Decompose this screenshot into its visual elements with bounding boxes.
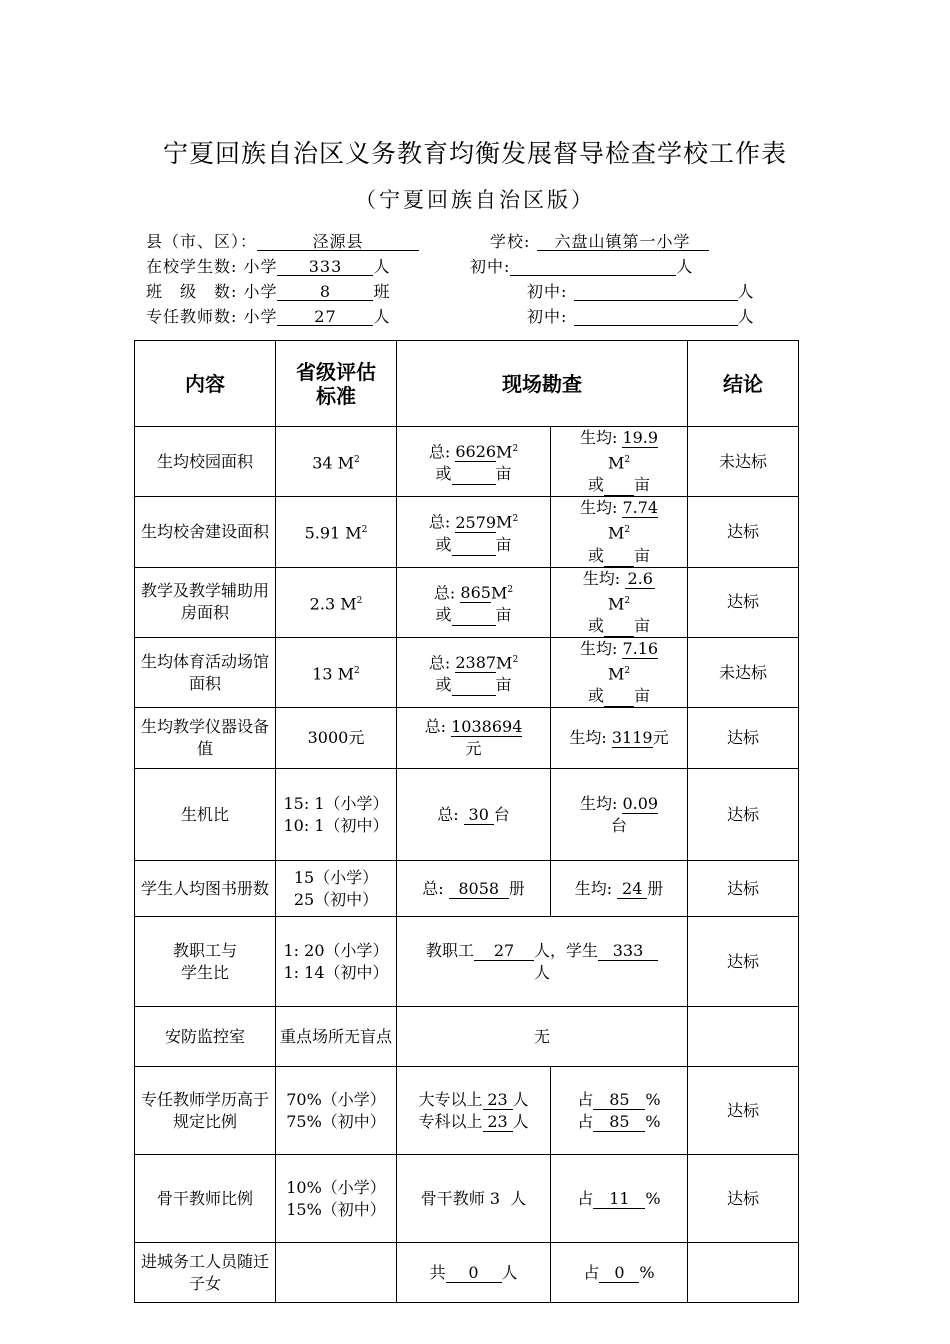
total-cell: 总: $2387M^2$ 或 亩: [397, 637, 551, 707]
teachers-unit: 人: [373, 307, 391, 326]
item-cell: 教学及教学辅助用房面积: [135, 567, 276, 637]
table-header-row: [135, 341, 799, 427]
teachers-label: 专任教师数: 小学: [146, 307, 278, 326]
conclusion-cell: 未达标: [688, 427, 799, 497]
table-row: [135, 917, 799, 1007]
classes-junior: [527, 279, 755, 302]
total-value: 8058: [449, 880, 509, 899]
page-subtitle: （宁夏回族自治区版）: [355, 188, 595, 212]
total-cell: 总: $865M^2$ 或 亩: [397, 567, 551, 637]
total-cell: 总: 8058 册: [397, 861, 551, 917]
header-survey: 现场勘查: [397, 341, 688, 427]
conclusion-cell: 达标: [688, 1067, 799, 1155]
item-cell: 专任教师学历高于规定比例: [135, 1067, 276, 1155]
per-cell: 生均: 7.16 $M^2$ 或 亩: [551, 637, 688, 707]
per-value: 7.74: [622, 498, 659, 518]
pct1-value: 85: [593, 1091, 645, 1110]
count-value: 3: [489, 1188, 501, 1208]
item-cell: 学生人均图书册数: [135, 861, 276, 917]
pct-cell: 占 85 % 占 85 %: [551, 1067, 688, 1155]
classes-label: 班 级 数: 小学: [146, 282, 278, 301]
total-value: 865: [460, 582, 491, 602]
standard-cell: 1: 20（小学） 1: 14（初中）: [276, 917, 397, 1007]
survey-cell: 共 0 人: [397, 1243, 551, 1303]
item-cell: 生均体育活动场馆面积: [135, 637, 276, 707]
pct2-value: 85: [593, 1113, 645, 1132]
total-value: 2579: [455, 512, 497, 532]
county-value: 泾源县: [257, 233, 419, 251]
total-cell: 总: $6626M^2$ 或 亩: [397, 427, 551, 497]
header-content: 内容: [135, 341, 276, 427]
standard-cell: 70%（小学） 75%（初中）: [276, 1067, 397, 1155]
students-unit: 人: [373, 257, 391, 276]
header-conclusion: 结论: [688, 341, 799, 427]
standard-cell: 重点场所无盲点: [276, 1007, 397, 1067]
standard-cell: 5.91 $M^2$: [276, 497, 397, 567]
per-value: 0.09: [622, 793, 659, 813]
pct-cell: 占 11 %: [551, 1155, 688, 1243]
table-row: [135, 1155, 799, 1243]
item-cell: 进城务工人员随迁子女: [135, 1243, 276, 1303]
per-cell: 生均: 24 册: [551, 861, 688, 917]
classes-line: [146, 279, 391, 302]
table-row: [135, 1243, 799, 1303]
table-row: [135, 567, 799, 637]
item-cell: 安防监控室: [135, 1007, 276, 1067]
county-label: 县（市、区）：: [146, 232, 258, 251]
line1-value: 23: [483, 1091, 513, 1110]
teachers-junior: [527, 304, 755, 327]
conclusion-cell: 达标: [688, 769, 799, 861]
survey-cell: 大专以上 23 人 专科以上 23 人: [397, 1067, 551, 1155]
per-value: 7.16: [622, 638, 659, 658]
total-value: 30: [464, 806, 494, 825]
survey-cell: 骨干教师 3 人: [397, 1155, 551, 1243]
teachers-primary: 27: [277, 308, 373, 326]
students-primary: 333: [277, 258, 373, 276]
students-junior-unit: 人: [676, 257, 694, 276]
conclusion-cell: 达标: [688, 497, 799, 567]
teachers-junior-label: 初中:: [527, 307, 568, 326]
header-standard: 省级评估 标准: [276, 341, 397, 427]
classes-junior-unit: 人: [737, 282, 755, 301]
table-row: [135, 861, 799, 917]
per-cell: 生均: 19.9 $M^2$ 或 亩: [551, 427, 688, 497]
item-cell: 生均校舍建设面积: [135, 497, 276, 567]
survey-cell: 教职工 27 人，学生 333 人: [397, 917, 688, 1007]
per-cell: 生均: 2.6 $M^2$ 或 亩: [551, 567, 688, 637]
table-row: [135, 769, 799, 861]
standard-cell: 2.3 $M^2$: [276, 567, 397, 637]
standard-cell: 13 $M^2$: [276, 637, 397, 707]
teachers-junior-blank: [574, 308, 738, 326]
total-cell: 总: 1038694 元: [397, 708, 551, 769]
per-cell: 生均: 7.74 $M^2$ 或 亩: [551, 497, 688, 567]
standard-cell: [276, 1243, 397, 1303]
classes-primary: 8: [277, 283, 373, 301]
classes-junior-label: 初中:: [527, 282, 568, 301]
conclusion-cell: 达标: [688, 708, 799, 769]
school-label: 学校:: [490, 232, 531, 251]
students-label: 在校学生数: 小学: [146, 257, 278, 276]
conclusion-cell: 达标: [688, 917, 799, 1007]
county-line: [146, 229, 419, 252]
school-line: [490, 229, 709, 252]
teachers-line: [146, 304, 391, 327]
teachers-junior-unit: 人: [737, 307, 755, 326]
students-value: 333: [598, 942, 658, 961]
page-title: 宁夏回族自治区义务教育均衡发展督导检查学校工作表: [162, 139, 787, 168]
item-cell: 生均校园面积: [135, 427, 276, 497]
conclusion-cell: [688, 1243, 799, 1303]
per-cell: 生均: 3119元: [551, 708, 688, 769]
school-value: 六盘山镇第一小学: [537, 233, 709, 251]
item-cell: 生机比: [135, 769, 276, 861]
per-value: 24: [617, 880, 647, 899]
table-row: [135, 1067, 799, 1155]
classes-unit: 班: [373, 282, 391, 301]
table-row: [135, 708, 799, 769]
conclusion-cell: 达标: [688, 1155, 799, 1243]
students-junior-label: 初中:: [470, 257, 511, 276]
item-cell: 生均教学仪器设备值: [135, 708, 276, 769]
pct-cell: 占 0 %: [551, 1243, 688, 1303]
item-cell: 教职工与 学生比: [135, 917, 276, 1007]
per-value: 3119: [611, 728, 653, 748]
students-line: [146, 254, 391, 277]
inspection-table: [134, 340, 799, 1303]
table-row: [135, 427, 799, 497]
item-cell: 骨干教师比例: [135, 1155, 276, 1243]
per-value: 2.6: [625, 570, 655, 589]
table-row: [135, 637, 799, 707]
conclusion-cell: 未达标: [688, 637, 799, 707]
count-value: 0: [446, 1264, 502, 1283]
standard-cell: 3000元: [276, 708, 397, 769]
standard-cell: 15（小学） 25（初中）: [276, 861, 397, 917]
classes-junior-blank: [574, 283, 738, 301]
total-value: 6626: [455, 442, 497, 462]
per-cell: 生均: 0.09 台: [551, 769, 688, 861]
pct-value: 0: [599, 1264, 639, 1283]
conclusion-cell: 达标: [688, 567, 799, 637]
total-cell: 总: $2579M^2$ 或 亩: [397, 497, 551, 567]
conclusion-cell: 达标: [688, 861, 799, 917]
total-cell: 总: 30 台: [397, 769, 551, 861]
total-value: 2387: [455, 653, 497, 673]
students-junior: [470, 254, 693, 277]
standard-cell: 34 $M^2$: [276, 427, 397, 497]
total-value: 1038694: [451, 717, 523, 737]
conclusion-cell: [688, 1007, 799, 1067]
staff-value: 27: [474, 942, 534, 961]
table-row: [135, 497, 799, 567]
per-value: 19.9: [622, 428, 659, 447]
standard-cell: 15: 1（小学） 10: 1（初中）: [276, 769, 397, 861]
table-row: [135, 1007, 799, 1067]
pct-value: 11: [593, 1190, 645, 1209]
students-junior-blank: [510, 258, 676, 276]
line2-value: 23: [483, 1113, 513, 1132]
standard-cell: 10%（小学） 15%（初中）: [276, 1155, 397, 1243]
survey-cell: 无: [397, 1007, 688, 1067]
